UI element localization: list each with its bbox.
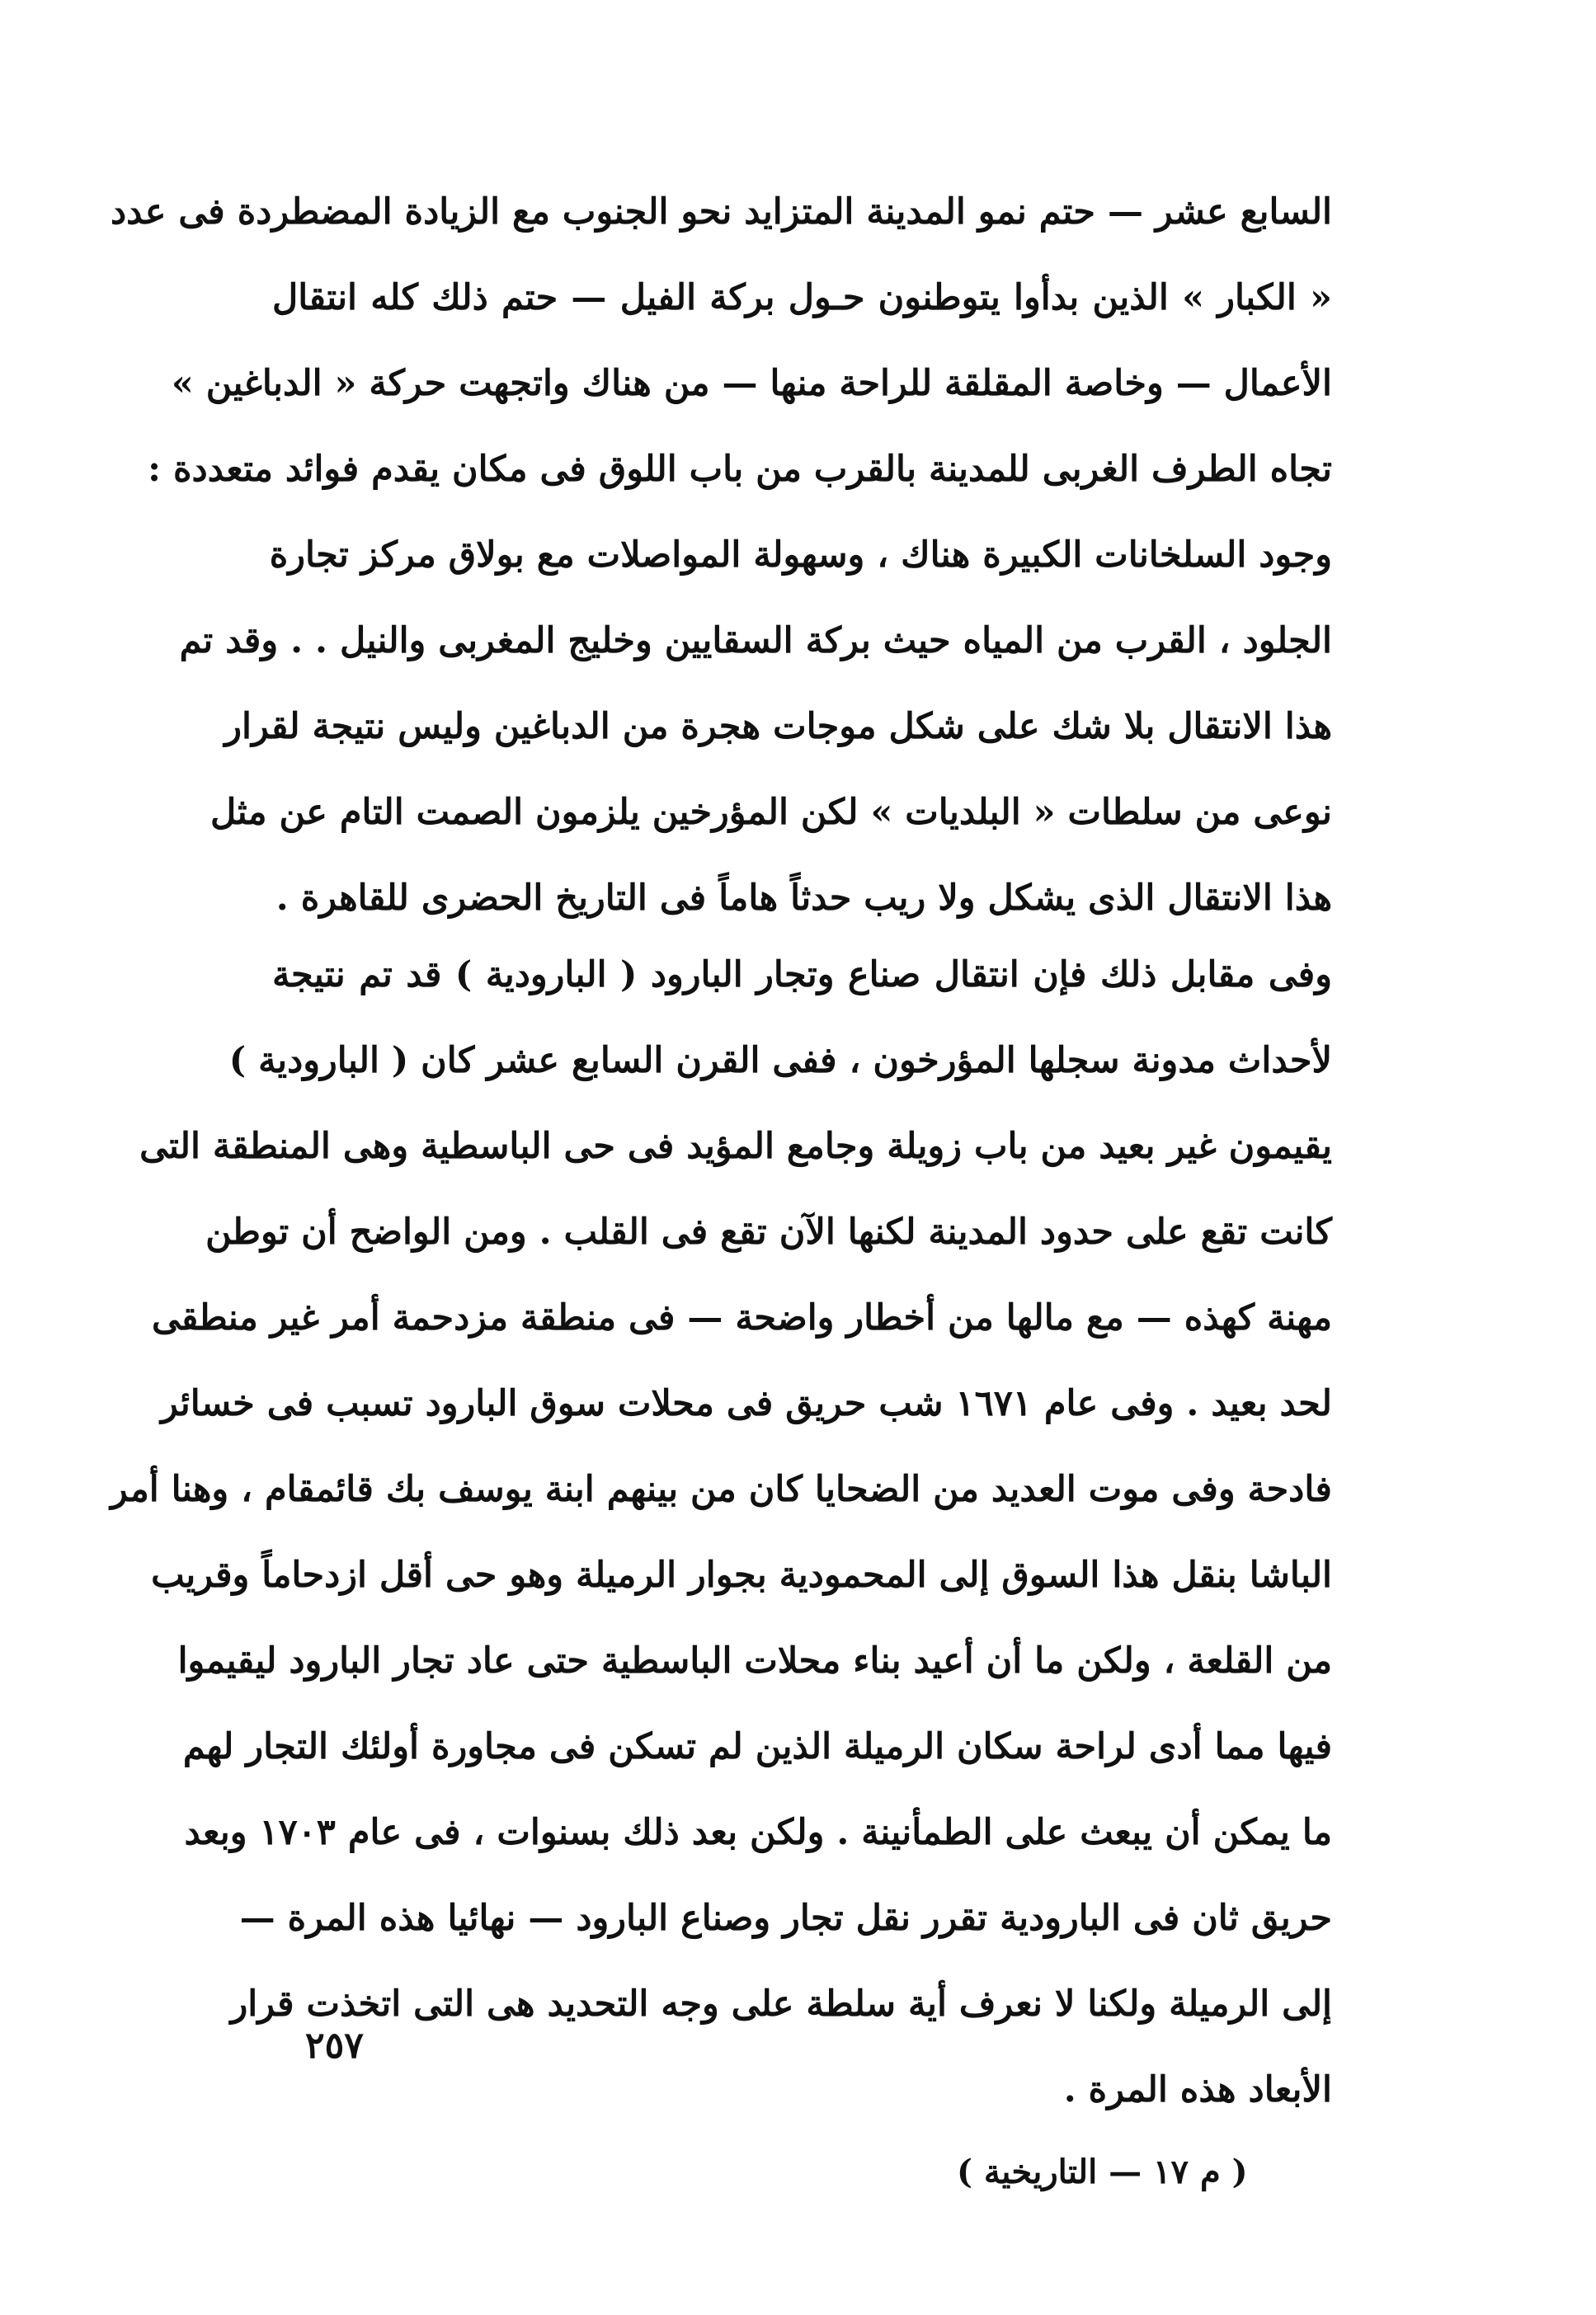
text-line: « الكبار » الذين بدأوا يتوطنون حـول بركة الفيل — حتم ذلك كله انتقال (272, 277, 1332, 318)
text-line: الأبعاد هذه المرة . (1063, 2069, 1332, 2110)
text-line: حريق ثان فى البارودية تقرر نقل تجار وصناع البارود — نهائيا هذه المرة — (239, 1898, 1332, 1939)
text-line: هذا الانتقال الذى يشكل ولا ريب حدثاً هاماً فى التاريخ الحضرى للقاهرة . (275, 878, 1332, 919)
text-line: مهنة كهذه — مع مالها من أخطار واضحة — فى منطقة مزدحمة أمر غير منطقى (151, 1297, 1332, 1339)
text-line: هذا الانتقال بلا شك على شكل موجات هجرة من الدباغين وليس نتيجة لقرار (224, 706, 1332, 747)
text-line: نوعى من سلطات « البلديات » لكن المؤرخين يلزمون الصمت التام عن مثل (210, 792, 1332, 833)
text-line: ما يمكن أن يبعث على الطمأنينة . ولكن بعد ذلك بسنوات ، فى عام ١٧٠٣ وبعد (184, 1812, 1332, 1853)
text-line: إلى الرميلة ولكنا لا نعرف أية سلطة على وجه التحديد هى التى اتخذت قرار (230, 1983, 1332, 2025)
text-line: تجاه الطرف الغربى للمدينة بالقرب من باب اللوق فى مكان يقدم فوائد متعددة : (148, 449, 1332, 490)
text-line: من القلعة ، ولكن ما أن أعيد بناء محلات الباسطية حتى عاد تجار البارود ليقيموا (177, 1640, 1332, 1682)
paragraph-1 (110, 169, 1332, 941)
text-line: يقيمون غير بعيد من باب زويلة وجامع المؤيد فى حى الباسطية وهى المنطقة التى (139, 1126, 1332, 1167)
text-line: فيها مما أدى لراحة سكان الرميلة الذين لم تسكن فى مجاورة أولئك التجار لهم (182, 1726, 1332, 1767)
text-line: وجود السلخانات الكبيرة هناك ، وسهولة المواصلات مع بولاق مركز تجارة (269, 534, 1332, 576)
text-line: لحد بعيد . وفى عام ١٦٧١ شب حريق فى محلات سوق البارود تسبب فى خسائر (161, 1383, 1332, 1424)
signature-mark: ( م ١٧ — التاريخية ) (957, 2153, 1248, 2191)
paragraph-2 (110, 932, 1332, 2133)
text-line: الأعمال — وخاصة المقلقة للراحة منها — من هناك واتجهت حركة « الدباغين » (171, 363, 1332, 404)
text-line: وفى مقابل ذلك فإن انتقال صناع وتجار البارود ( البارودية ) قد تم نتيجة (272, 954, 1332, 995)
text-line: الجلود ، القرب من المياه حيث بركة السقايين وخليج المغربى والنيل . . وقد تم (179, 620, 1332, 661)
text-line: الباشا بنقل هذا السوق إلى المحمودية بجوار الرميلة وهو حى أقل ازدحاماً وقريب (151, 1555, 1332, 1596)
page-number: ٢٥٧ (305, 2025, 364, 2067)
text-line: فادحة وفى موت العديد من الضحايا كان من بينهم ابنة يوسف بك قائمقام ، وهنا أمر (110, 1469, 1332, 1510)
text-line: كانت تقع على حدود المدينة لكنها الآن تقع فى القلب . ومن الواضح أن توطن (205, 1212, 1332, 1253)
text-line: السابع عشر — حتم نمو المدينة المتزايد نحو الجنوب مع الزيادة المضطردة فى عدد (110, 191, 1332, 233)
text-line: لأحداث مدونة سجلها المؤرخون ، ففى القرن السابع عشر كان ( البارودية ) (228, 1040, 1332, 1081)
